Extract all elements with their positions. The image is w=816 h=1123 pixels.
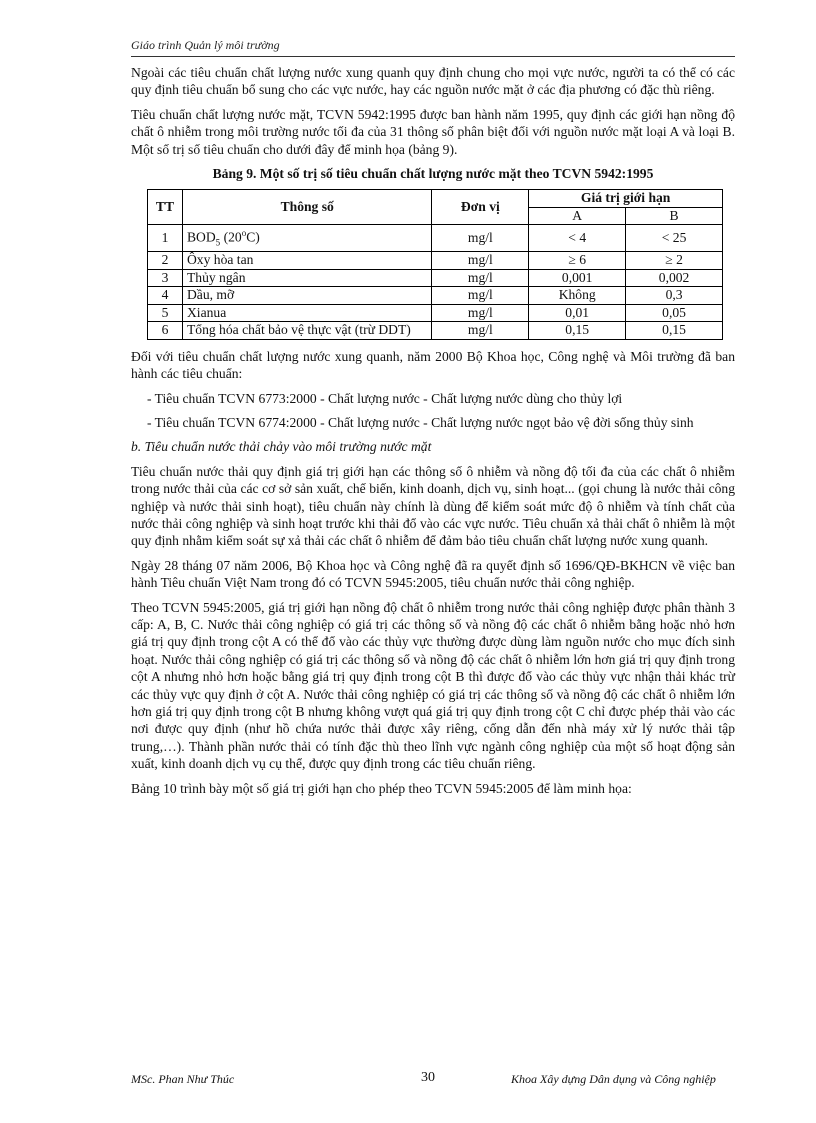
- paragraph: Ngoài các tiêu chuẩn chất lượng nước xung quanh quy định chung cho mọi vực nước, người ta có thể có các quy định tiêu chuẩn bổ sung cho các vực nước, hay các nguồn nước mặt ở các địa phương có đặc thù riêng.: [131, 65, 735, 98]
- cell-tt: 6: [148, 322, 183, 340]
- table-row: [148, 225, 723, 252]
- paragraph: Ngày 28 tháng 07 năm 2006, Bộ Khoa học và Công nghệ đã ra quyết định số 1696/QĐ-BKHCN về việc ban hành Tiêu chuẩn Việt Nam trong đó có TCVN 5945:2005, tiêu chuẩn nước thải công nghiệp.: [131, 557, 735, 591]
- cell-b: 0,3: [626, 287, 723, 305]
- cell-unit: mg/l: [432, 269, 529, 287]
- running-header: Giáo trình Quản lý môi trường: [131, 38, 280, 52]
- cell-tt: 4: [148, 287, 183, 305]
- cell-unit: mg/l: [432, 322, 529, 340]
- col-header-param: Thông số: [182, 190, 431, 225]
- cell-param: Tổng hóa chất bảo vệ thực vật (trừ DDT): [182, 322, 431, 340]
- cell-a: ≥ 6: [529, 252, 626, 270]
- paragraph: Tiêu chuẩn nước thải quy định giá trị giới hạn các thông số ô nhiễm và nồng độ tối đa của các chất ô nhiễm trong nước thải của các cơ sở sản xuất, chế biến, kinh doanh, dịch vụ, sinh hoạt... (gọi chung là nước thải công nghiệp và nước thải sinh hoạt), tiêu chuẩn này chính là dùng để kiểm soát mức độ ô nhiễm và tính chất của nước thải công nghiệp và sinh hoạt trước khi thải đổ vào các vực nước. Tiêu chuẩn xả thải chất ô nhiễm là một quy định nhằm kiểm soát sự xả thải các chất ô nhiễm để đảm bảo tiêu chuẩn chất lượng nước xung quanh.: [131, 463, 735, 549]
- cell-b: 0,002: [626, 269, 723, 287]
- cell-a: 0,001: [529, 269, 626, 287]
- cell-tt: 1: [148, 225, 183, 252]
- cell-tt: 3: [148, 269, 183, 287]
- table-caption: Bảng 9. Một số trị số tiêu chuẩn chất lượng nước mặt theo TCVN 5942:1995: [212, 166, 654, 182]
- paragraph: Đối với tiêu chuẩn chất lượng nước xung quanh, năm 2000 Bộ Khoa học, Công nghệ và Môi trường đã ban hành các tiêu chuẩn:: [131, 348, 735, 382]
- cell-tt: 5: [148, 304, 183, 322]
- col-header-a: A: [529, 207, 626, 225]
- standards-table: [147, 189, 723, 339]
- section-subheading: b. Tiêu chuẩn nước thải chảy vào môi trường nước mặt: [131, 439, 432, 455]
- footer-department: Khoa Xây dựng Dân dụng và Công nghiệp: [511, 1072, 716, 1086]
- paragraph: Theo TCVN 5945:2005, giá trị giới hạn nồng độ chất ô nhiễm trong nước thải công nghiệp được phân thành 3 cấp: A, B, C. Nước thải công nghiệp có giá trị các thông số và nồng độ các chất ô nhiễm bằng hoặc nhỏ hơn giá trị quy định trong cột A có thể đổ vào các thủy vực thường được dùng làm nguồn nước cho mục đích sinh hoạt. Nước thải công nghiệp có giá trị các thông số và nồng độ các chất ô nhiễm lớn hơn giá trị quy định trong cột A nhưng nhỏ hơn hoặc bằng giá trị quy định trong cột B thì được đổ vào các thủy vực nhận thải khác trừ các thủy vực quy định ở cột A. Nước thải công nghiệp có giá trị các thông số và nồng độ các chất ô nhiễm lớn hơn giá trị quy định trong cột B nhưng không vượt quá giá trị quy định trong cột C chỉ được phép thải vào các nơi được quy định (như hồ chứa nước thải được xây riêng, cống dẫn đến nhà máy xử lý nước thải tập trung,…). Thành phần nước thải có tính đặc thù theo lĩnh vực ngành công nghiệp của một số hoạt động sản xuất, kinh doanh dịch vụ cụ thể, được quy định trong các tiêu chuẩn riêng.: [131, 599, 735, 772]
- paragraph: Tiêu chuẩn chất lượng nước mặt, TCVN 5942:1995 được ban hành năm 1995, quy định các giới hạn nồng độ chất ô nhiễm trong môi trường nước tối đa của 31 thông số phân biệt đối với nguồn nước mặt loại A và loại B. Một số trị số tiêu chuẩn cho dưới đây để minh họa (bảng 9).: [131, 106, 735, 157]
- cell-param: Xianua: [182, 304, 431, 322]
- page-number: 30: [421, 1070, 435, 1085]
- cell-b: ≥ 2: [626, 252, 723, 270]
- cell-a: < 4: [529, 225, 626, 252]
- col-header-tt: TT: [148, 190, 183, 225]
- cell-unit: mg/l: [432, 225, 529, 252]
- col-header-limit: Giá trị giới hạn: [529, 190, 723, 208]
- col-header-b: B: [626, 207, 723, 225]
- cell-unit: mg/l: [432, 287, 529, 305]
- table-header-row: [148, 190, 723, 208]
- table-row: [148, 304, 723, 322]
- col-header-unit: Đơn vị: [432, 190, 529, 225]
- cell-param: Ôxy hòa tan: [182, 252, 431, 270]
- table-row: [148, 269, 723, 287]
- cell-tt: 2: [148, 252, 183, 270]
- table-row: [148, 252, 723, 270]
- cell-a: 0,01: [529, 304, 626, 322]
- footer-author: MSc. Phan Như Thúc: [131, 1072, 235, 1086]
- list-item: - Tiêu chuẩn TCVN 6773:2000 - Chất lượng nước - Chất lượng nước dùng cho thủy lợi: [147, 390, 623, 406]
- paragraph: Bảng 10 trình bày một số giá trị giới hạn cho phép theo TCVN 5945:2005 để làm minh họa:: [131, 780, 632, 796]
- cell-param: $BOD_5$ (20$^o$C): [182, 225, 431, 252]
- list-item: - Tiêu chuẩn TCVN 6774:2000 - Chất lượng nước - Chất lượng nước ngọt bảo vệ đời sống thủy sinh: [147, 414, 694, 430]
- cell-a: Không: [529, 287, 626, 305]
- table-row: [148, 287, 723, 305]
- cell-b: 0,15: [626, 322, 723, 340]
- header-rule: [131, 56, 735, 57]
- cell-param: Thủy ngân: [182, 269, 431, 287]
- page-content: [131, 64, 735, 804]
- table-row: [148, 322, 723, 340]
- cell-b: 0,05: [626, 304, 723, 322]
- cell-a: 0,15: [529, 322, 626, 340]
- cell-param: Dầu, mỡ: [182, 287, 431, 305]
- cell-b: < 25: [626, 225, 723, 252]
- cell-unit: mg/l: [432, 252, 529, 270]
- cell-unit: mg/l: [432, 304, 529, 322]
